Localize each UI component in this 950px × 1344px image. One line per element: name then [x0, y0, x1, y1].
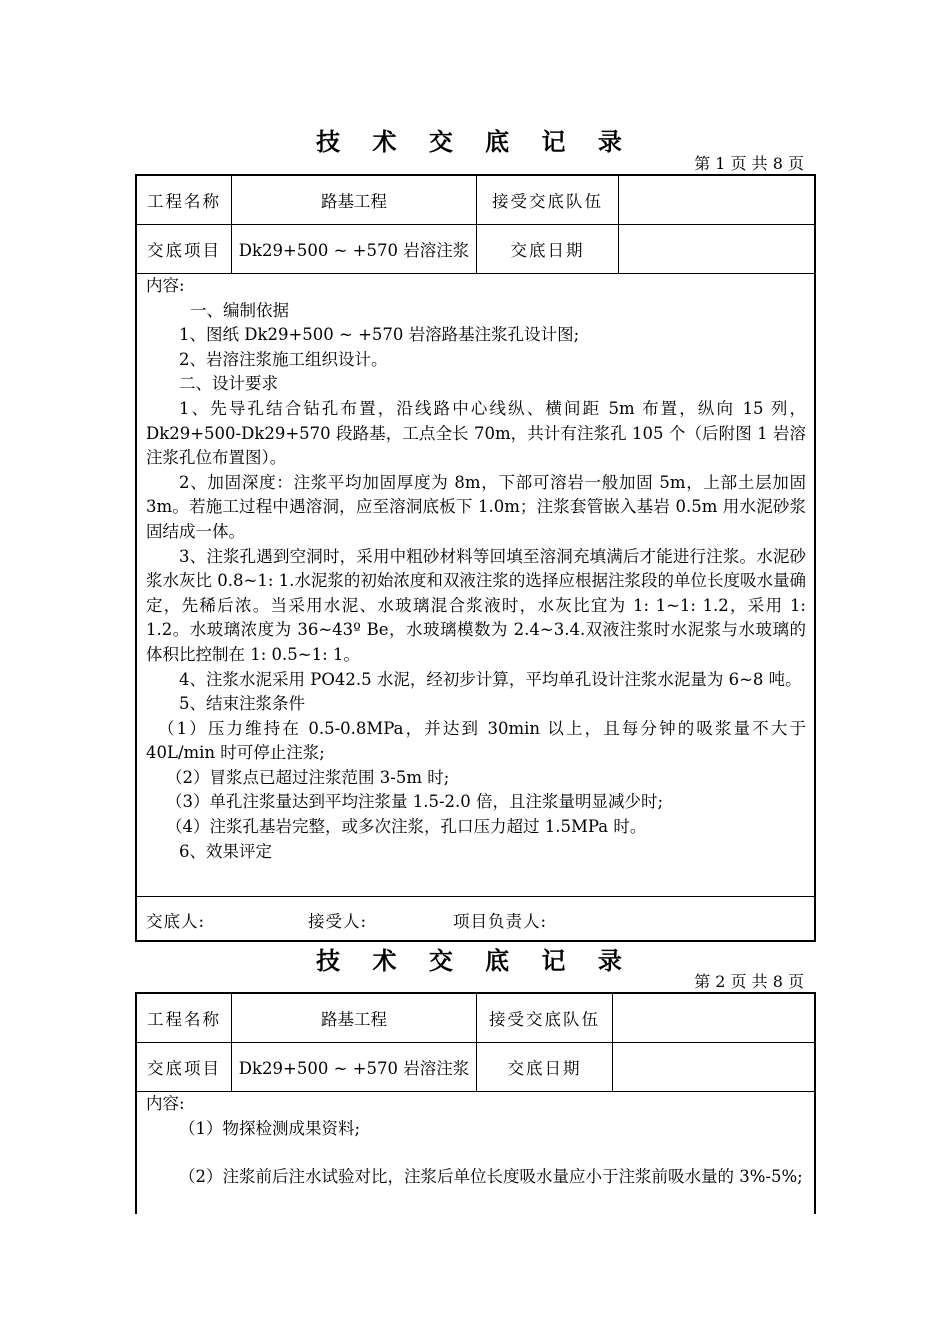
content-paragraph: 1、图纸 Dk29+500 ~ +570 岩溶路基注浆孔设计图;	[179, 325, 580, 345]
receiving-team-label: 接受交底队伍	[477, 994, 613, 1042]
content-paragraph: 2、岩溶注浆施工组织设计。	[179, 349, 388, 369]
content-paragraph: 二、设计要求	[179, 374, 278, 394]
item-label: 交底项目	[137, 1043, 232, 1091]
project-manager-label: 项目负责人:	[453, 912, 548, 931]
content-paragraph: 4、注浆水泥采用 PO42.5 水泥，经初步计算，平均单孔设计注浆水泥量为 6~8 吨。	[179, 669, 802, 689]
content-paragraph: 一、编制依据	[190, 300, 289, 320]
date-value	[613, 1043, 814, 1091]
meta-row-project	[137, 176, 814, 225]
receiver-label: 接受人:	[308, 912, 368, 931]
content-paragraph: （1）物探检测成果资料;	[179, 1118, 361, 1138]
content-section-page-2	[137, 1092, 814, 1190]
receiving-team-label: 接受交底队伍	[477, 176, 619, 224]
content-paragraph: 5、结束注浆条件	[179, 694, 305, 714]
content-paragraph: 3、注浆孔遇到空洞时，采用中粗砂材料等回填至溶洞充填满后才能进行注浆。水泥砂浆水灰比 0.8~1: 1.水泥浆的初始浓度和双液注浆的选择应根据注浆段的单位长度吸水量确定，先稀后浓。当采用水泥、水玻璃混合浆液时，水灰比宜为 1: 1~1: 1.2，采用 1: 1.2。水玻璃浓度为 36~43º Be，水玻璃模数为 2.4~3.4.双液注浆时水泥浆与水玻璃的体积比控制在 1: 0.5~1: 1。	[146, 546, 806, 664]
doc-title-page-2: 技 术 交 底 记 录	[316, 947, 634, 975]
content-section-page-1	[137, 274, 814, 897]
content-heading: 内容:	[146, 1094, 185, 1113]
meta-row-item	[137, 225, 814, 274]
record-table-page-2	[135, 992, 816, 1214]
record-table-page-1	[135, 174, 816, 942]
project-name-label: 工程名称	[137, 176, 232, 224]
meta-row-project	[137, 994, 814, 1043]
signature-row	[137, 897, 814, 943]
content-heading: 内容:	[146, 276, 185, 295]
project-name-value: 路基工程	[232, 994, 477, 1042]
presenter-label: 交底人:	[146, 912, 206, 931]
receiving-team-value	[613, 994, 814, 1042]
page-number-2: 第 2 页 共 8 页	[694, 972, 804, 991]
project-name-value: 路基工程	[232, 176, 477, 224]
date-value	[619, 225, 814, 273]
item-value: Dk29+500 ~ +570 岩溶注浆	[232, 1043, 477, 1091]
date-label: 交底日期	[477, 1043, 613, 1091]
item-label: 交底项目	[137, 225, 232, 273]
meta-row-item	[137, 1043, 814, 1092]
content-paragraph: （2）冒浆点已超过注浆范围 3-5m 时;	[166, 767, 450, 787]
content-paragraph: （1）压力维持在 0.5-0.8MPa，并达到 30min 以上，且每分钟的吸浆量不大于 40L/min 时可停止注浆;	[146, 718, 806, 763]
receiving-team-value	[619, 176, 814, 224]
content-paragraph: （2）注浆前后注水试验对比，注浆后单位长度吸水量应小于注浆前吸水量的 3%-5%;	[179, 1167, 803, 1187]
content-paragraph: 6、效果评定	[179, 841, 272, 861]
page-number-1: 第 1 页 共 8 页	[694, 154, 804, 173]
project-name-label: 工程名称	[137, 994, 232, 1042]
content-paragraph: （4）注浆孔基岩完整，或多次注浆，孔口压力超过 1.5MPa 时。	[166, 817, 647, 837]
item-value: Dk29+500 ~ +570 岩溶注浆	[232, 225, 477, 273]
date-label: 交底日期	[477, 225, 619, 273]
content-paragraph: 2、加固深度：注浆平均加固厚度为 8m，下部可溶岩一般加固 5m，上部土层加固 3m。若施工过程中遇溶洞，应至溶洞底板下 1.0m；注浆套管嵌入基岩 0.5m 用水泥砂浆固结成一体。	[146, 472, 806, 541]
content-paragraph: （3）单孔注浆量达到平均注浆量 1.5-2.0 倍，且注浆量明显减少时;	[166, 792, 664, 812]
content-paragraph: 1、先导孔结合钻孔布置，沿线路中心线纵、横间距 5m 布置，纵向 15 列，Dk29+500-Dk29+570 段路基，工点全长 70m，共计有注浆孔 105 个（后附图 1 岩溶注浆孔位布置图）。	[146, 398, 806, 468]
doc-title-page-1: 技 术 交 底 记 录	[316, 128, 634, 156]
